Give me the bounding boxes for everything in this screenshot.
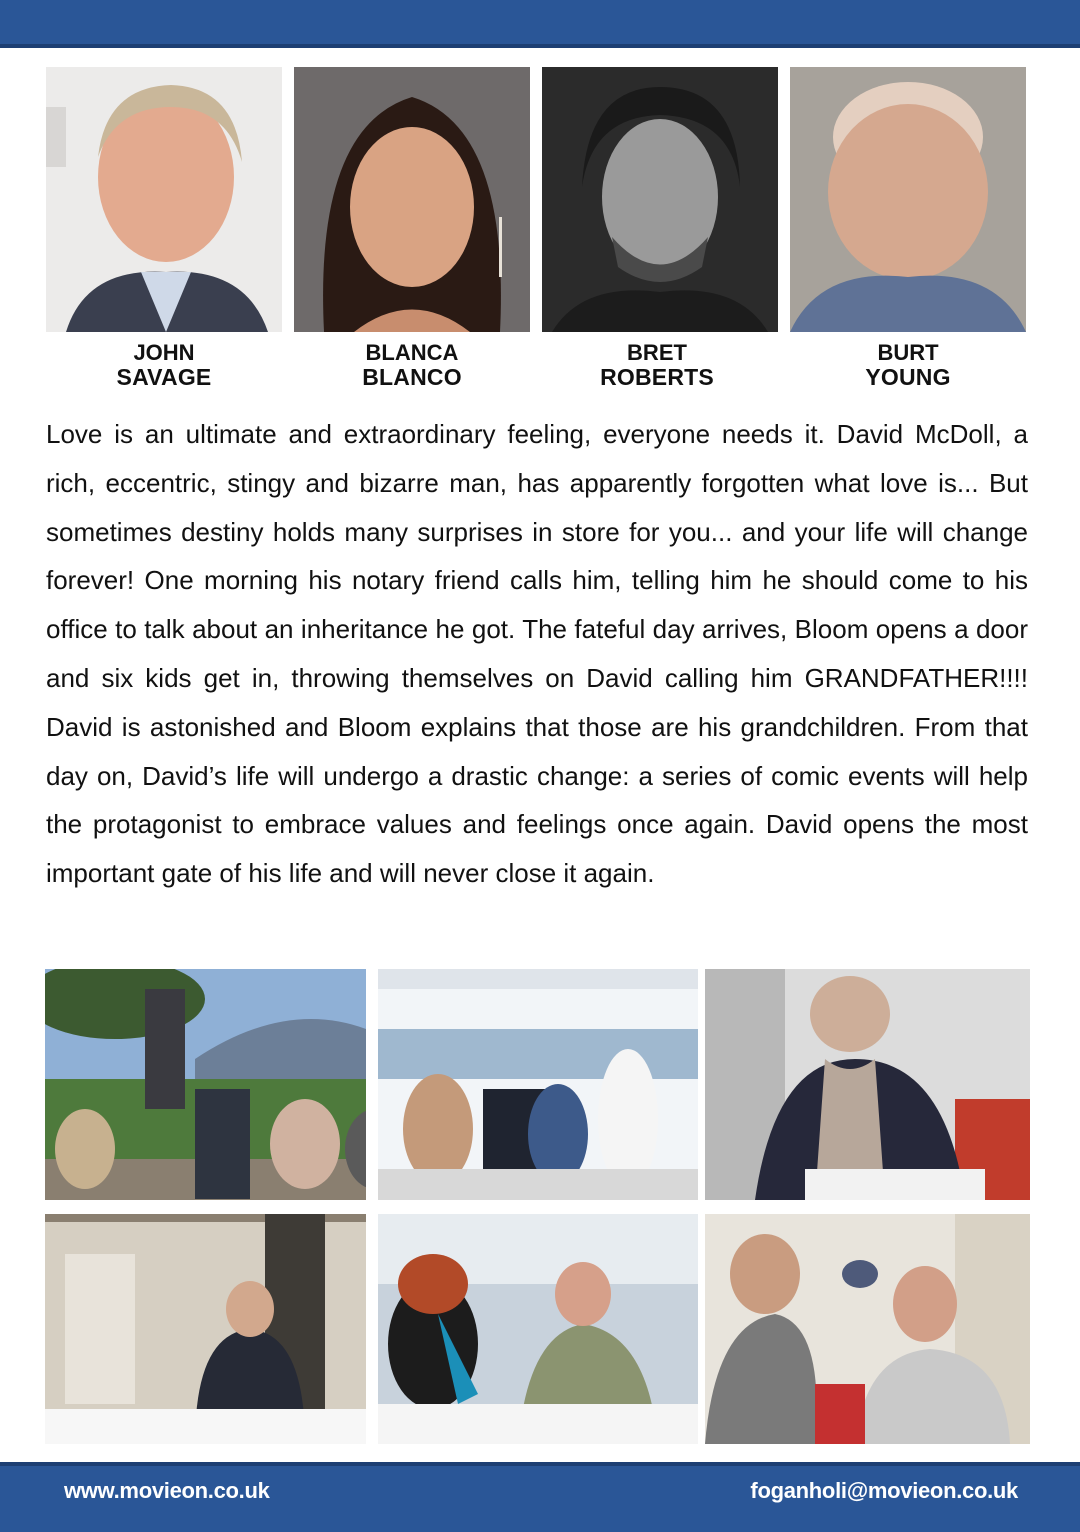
cast-name-1 [46,342,282,389]
header-bar [0,0,1080,48]
email-link[interactable]: foganholi@movieon.co.uk [750,1478,1018,1503]
still-family-outdoors [45,969,366,1200]
cast-last-name: BLANCO [362,364,462,390]
portrait-bret-roberts [542,67,778,332]
cast-name-3 [539,342,775,389]
cast-last-name: ROBERTS [600,364,714,390]
portrait-burt-young [790,67,1026,332]
portrait-john-savage [46,67,282,332]
cast-first-name: JOHN [133,340,195,365]
synopsis-text: Love is an ultimate and extraordinary feeling, everyone needs it. David McDoll, a rich, eccentric, stingy and bizarre man, has apparently forgotten what love is... But sometimes destiny holds many surprises in store for you... and your life will change forever! One morning his notary friend calls him, telling him he should come to his office to talk about an inheritance he got. The fateful day arrives, Bloom opens a door and six kids get in, throwing themselves on David calling him GRANDFATHER!!!! David is astonished and Bloom explains that those are his grandchildren. From that day on, David’s life will undergo a drastic change: a series of comic events will help the protagonist to embrace values and feelings once again. David opens the most important gate of his life and will never close it again. [46,419,1028,889]
cast-last-name: SAVAGE [116,364,212,390]
still-butler-dinner [45,1214,366,1444]
cast-first-name: BRET [627,340,687,365]
footer-bar [0,1462,1080,1532]
cast-last-name: YOUNG [865,364,951,390]
still-headache-scene [705,1214,1030,1444]
cast-first-name: BURT [877,340,939,365]
still-family-yacht [378,969,698,1200]
portrait-blanca-blanco [294,67,530,332]
cast-name-2 [294,342,530,389]
still-old-man-reading [705,969,1030,1200]
cast-name-4 [790,342,1026,389]
cast-first-name: BLANCA [365,340,459,365]
website-link[interactable]: www.movieon.co.uk [64,1478,270,1503]
still-marina-lunch [378,1214,698,1444]
